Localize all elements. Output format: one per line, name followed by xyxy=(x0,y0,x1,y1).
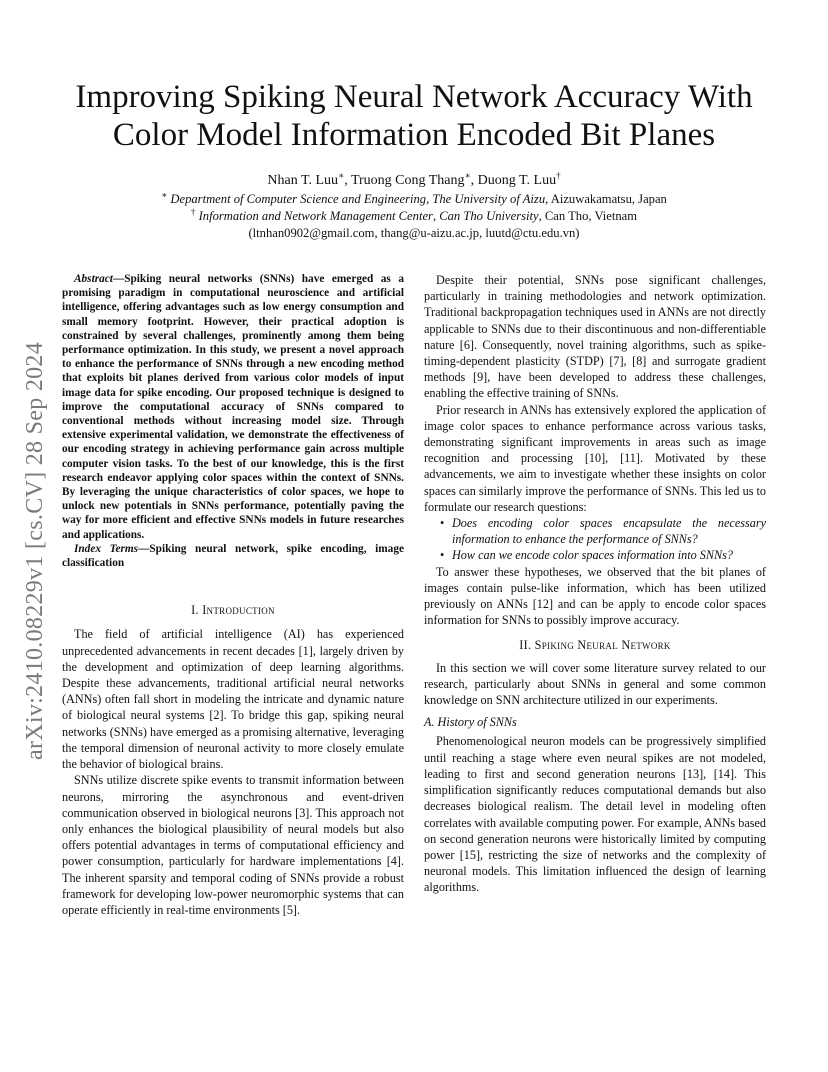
abstract-label: Abstract xyxy=(74,273,113,285)
abstract-text: —Spiking neural networks (SNNs) have emerged as a promising paradigm in computational neuroscience and artificial intelligence, offering advantages such as low energy consumption and small memory footprint. However, their practical adoption is constrained by several challenges, prominently among them being performance optimization. In this study, we present a novel approach to enhance the performance of SNNs through a new encoding method that exploits bit planes derived from various color models of input image data for spike encoding. Our proposed technique is designed to improve the computational accuracy of SNNs compared to conventional methods without increasing model size. Through extensive experimental validation, we demonstrate the effectiveness of our encoding strategy in achieving performance gain across multiple computer vision tasks. To the best of our knowledge, this is the first research endeavor applying color spaces within the context of SNNs. By leveraging the unique characteristics of color spaces, we hope to unlock new potentials in SNNs performance, potentially paving the way for more efficient and effective SNNs models in future researches and applications. xyxy=(62,273,404,541)
arxiv-identifier-stamp: arXiv:2410.08229v1 [cs.CV] 28 Sep 2024 xyxy=(22,341,48,760)
author-1: Nhan T. Luu xyxy=(267,173,339,188)
intro-paragraph-3: Despite their potential, SNNs pose significant challenges, particularly in training methodologies and network optimization. Traditional backpropagation techniques used in ANNs are not directly applicable to SNNs due to their discontinuous and non-differentiable nature [6]. Consequently, novel training algorithms, such as spike-timing-dependent plasticity (STDP) [7], [8] and surrogate gradient methods [9], have been developed to address these challenges, enabling the effective training of SNNs. xyxy=(424,273,766,401)
intro-paragraph-4: Prior research in ANNs has extensively explored the application of image color spaces to enhance performance across various tasks, demonstrating significant improvements in areas such as image recognition and processing [10], [11]. Motivated by these advancements, we aim to investigate whether these insights on color spaces can similarly improve the performance of SNNs. This led us to formulate our research questions: xyxy=(424,402,766,514)
left-column xyxy=(62,272,404,918)
abstract xyxy=(62,272,404,570)
author-3: Duong T. Luu xyxy=(477,173,557,188)
subsection-heading-history: A. History of SNNs xyxy=(424,715,517,730)
title-line-1: Improving Spiking Neural Network Accuracy With xyxy=(75,79,753,115)
affiliation-1: ∗ Department of Computer Science and Engineering, The University of Aizu, Aizuwakamatsu, Japan xyxy=(161,189,667,206)
intro-paragraph-5: To answer these hypotheses, we observed that the bit planes of images contain pulse-like information, which has been utilized previously on ANNs [12] and can be apply to encode color spaces information for SNNs to possibly improve accuracy. xyxy=(424,564,766,628)
author-emails: (ltnhan0902@gmail.com, thang@u-aizu.ac.jp, luutd@ctu.edu.vn) xyxy=(248,226,580,240)
abstract-paragraph xyxy=(62,272,404,542)
title-line-2: Color Model Information Encoded Bit Planes xyxy=(112,117,716,153)
intro-paragraph-1: The field of artificial intelligence (AI) has experienced unprecedented advancements in recent decades [1], largely driven by the development and optimization of deep learning algorithms. Despite these advancements, traditional artificial neural networks (ANNs) often fall short in modeling the intricate and dynamic nature of biological neural systems [2]. To bridge this gap, spiking neural networks (SNNs) have emerged as a promising alternative, leveraging the temporal dimension of neuronal activity to more closely emulate the behavior of biological brains. xyxy=(62,627,404,772)
paper-title xyxy=(40,78,788,154)
snn-paragraph-2: Phenomenological neuron models can be progressively simplified until reaching a stage where even neural spikes are not modeled, leading to first and second generation neurons [13], [14]. This simplification significantly reduces computational demands but also decreases biological realism. The detail level in modeling often correlates with available computing power. For example, ANNs based on second generation neurons were historically limited by computing power [15], restricting the size of networks and the complexity of neuronal models. This limitation influenced the design of learning algorithms. xyxy=(424,734,766,895)
index-terms-label: Index Terms xyxy=(74,542,139,555)
intro-paragraph-2: SNNs utilize discrete spike events to transmit information between neurons, mirroring the asynchronous and event-driven communication observed in biological neurons [3]. This approach not only enhances the biological plausibility of neural models but also offers potential advantages in terms of computational efficiency and power consumption, particularly for hardware implementations [4]. The inherent sparsity and temporal coding of SNNs provide a robust framework for developing low-power neuromorphic systems that can operate efficiently in real-time environments [5]. xyxy=(62,773,404,917)
index-terms-text: —Spiking neural network, spike encoding, image classification xyxy=(62,542,404,570)
section-heading-spiking-neural-network: II. Spiking Neural Network xyxy=(519,638,671,653)
affiliation-2: † Information and Network Management Center, Can Tho University, Can Tho, Vietnam xyxy=(190,206,638,223)
research-question-2: • How can we encode color spaces information into SNNs? xyxy=(452,547,766,563)
section-heading-introduction: I. Introduction xyxy=(191,603,275,618)
snn-paragraph-1: In this section we will cover some literature survey related to our research, particularly about SNNs in general and some common knowledge on SNN architecture utilized in our experiments. xyxy=(424,660,766,708)
author-2: Truong Cong Thang xyxy=(350,173,465,188)
index-terms xyxy=(62,542,404,570)
right-column xyxy=(424,272,766,896)
research-questions-list xyxy=(424,515,766,564)
author-list: Nhan T. Luu∗, Truong Cong Thang∗, Duong T. Luu† xyxy=(267,170,561,188)
research-question-1: • Does encoding color spaces encapsulate the necessary information to enhance the performance of SNNs? xyxy=(452,515,766,547)
